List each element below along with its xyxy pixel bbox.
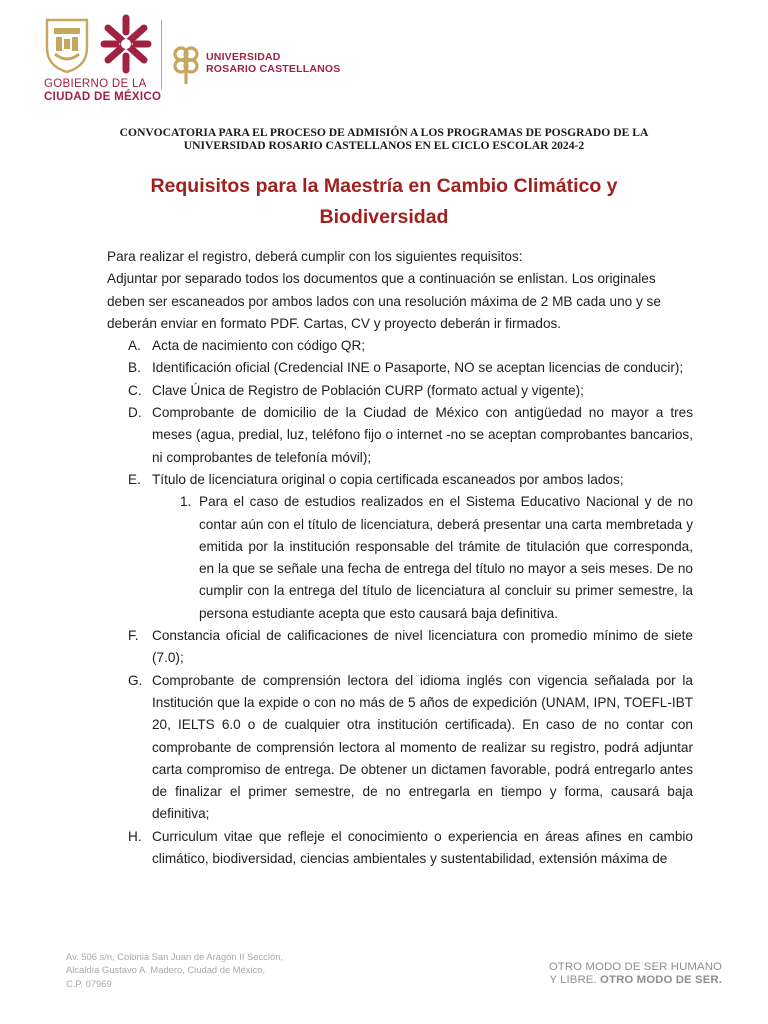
gobierno-cdmx-logo <box>38 12 162 108</box>
list-marker: C. <box>128 382 142 398</box>
urc-wordmark <box>206 51 340 75</box>
requirement-text: Título de licenciatura original o copia certificada escaneados por ambos lados; <box>152 471 624 487</box>
requirement-c <box>107 380 693 402</box>
requirement-d <box>107 402 693 469</box>
gobierno-line1: GOBIERNO DE LA <box>44 78 147 90</box>
sub-requirement-text: Para el caso de estudios realizados en el Sistema Educativo Nacional y de no contar aún con el título de licenciatura, deberá presentar una carta membretada y emitida por la institución responsable del trámite de titulación que corresponda, en la que se señale una fecha de entrega del título no mayor a seis meses. De no cumplir con la entrega del título de licenciatura al concluir su primer semestre, la persona estudiante acepta que esto causará baja definitiva. <box>199 494 693 621</box>
convocatoria-line2: UNIVERSIDAD ROSARIO CASTELLANOS EN EL CICLO ESCOLAR 2024-2 <box>183 139 585 152</box>
requirement-text: Comprobante de domicilio de la Ciudad de México con antigüedad no mayor a tres meses (agua, predial, luz, teléfono fijo o internet -no se aceptan comprobantes bancarios, ni comprobantes de telefonía móvil); <box>152 405 693 465</box>
address-line3: C.P. 07969 <box>66 977 112 989</box>
requirement-a <box>107 335 693 357</box>
requirements-list <box>107 335 693 870</box>
convocatoria-heading <box>100 126 668 152</box>
urc-logo <box>170 42 360 86</box>
slogan-line1: OTRO MODO DE SER HUMANO <box>548 961 722 973</box>
requirement-text: Curriculum vitae que refleje el conocimiento o experiencia en áreas afines en cambio climático, biodiversidad, ciencias ambientales y sustentabilidad, extensión máxima de <box>152 828 693 867</box>
slogan-regular: Y LIBRE. <box>549 974 601 987</box>
title-line1: Requisitos para la Maestría en Cambio Climático y <box>150 175 618 197</box>
list-marker: H. <box>128 828 142 844</box>
list-marker: B. <box>128 360 141 376</box>
footer-slogan <box>549 961 722 988</box>
intro-paragraph: Adjuntar por separado todos los documentos que a continuación se enlistan. Los originales deben ser escaneados por ambos lados con una resolución máxima de 2 MB cada uno y se deberán enviar en formato PDF. Cartas, CV y proyecto deberán ir firmados. <box>107 271 661 331</box>
sub-requirement-1 <box>152 491 693 625</box>
gobierno-line2: CIUDAD DE MÉXICO <box>44 91 162 103</box>
convocatoria-line1: CONVOCATORIA PARA EL PROCESO DE ADMISIÓN A LOS PROGRAMAS DE POSGRADO DE LA <box>119 126 649 139</box>
requirement-text: Identificación oficial (Credencial INE o Pasaporte, NO se aceptan licencias de conducir); <box>152 360 684 376</box>
address-line2: Alcaldía Gustavo A. Madero, Ciudad de México, <box>66 964 266 976</box>
logo-divider <box>161 20 162 90</box>
urc-knot-icon <box>170 42 202 86</box>
slogan-bold: OTRO MODO DE SER. <box>600 974 722 987</box>
slogan-line2 <box>549 974 722 987</box>
list-marker: D. <box>128 405 142 421</box>
requirement-text: Constancia oficial de calificaciones de nivel licenciatura con promedio mínimo de siete (7.0); <box>152 628 693 666</box>
requirement-e-sublist <box>152 491 693 625</box>
requirement-f <box>107 625 693 670</box>
list-marker: E. <box>128 471 141 487</box>
requirement-g <box>107 670 693 826</box>
cdmx-shield-icon <box>44 18 90 74</box>
requirement-b <box>107 357 693 379</box>
requirement-text: Clave Única de Registro de Población CURP (formato actual y vigente); <box>152 382 584 398</box>
requirement-text: Comprobante de comprensión lectora del idioma inglés con vigencia señalada por la Institución que la expide o con no más de 5 años de expedición (UNAM, IPN, TOEFL-IBT 20, IELTS 6.0 o de cualquier otra institución certificada). En caso de no contar con comprobante de comprensión lectora al momento de realizar su registro, podrá adjuntar carta compromiso de entrega. De obtener un dictamen favorable, podrá entregarlo antes de finalizar el primer semestre, de no entregarla en tiempo y forma, causará baja definitiva; <box>152 672 693 822</box>
list-marker: G. <box>128 672 143 688</box>
list-marker: A. <box>128 338 141 354</box>
requirement-e <box>107 469 693 625</box>
header-logos <box>38 12 358 108</box>
requirement-h <box>107 826 693 871</box>
urc-line2: ROSARIO CASTELLANOS <box>206 63 341 75</box>
title-line2: Biodiversidad <box>319 206 449 228</box>
urc-line1: UNIVERSIDAD <box>206 51 281 63</box>
requirement-text: Acta de nacimiento con código QR; <box>152 338 366 354</box>
sub-list-marker: 1. <box>180 494 192 510</box>
requirements-body <box>107 246 693 870</box>
footer-address <box>66 950 283 990</box>
cdmx-knot-icon <box>98 14 154 74</box>
gobierno-cdmx-wordmark <box>44 78 162 104</box>
list-marker: F. <box>128 628 139 644</box>
intro-line: Para realizar el registro, deberá cumplir con los siguientes requisitos: <box>107 249 523 264</box>
page-title <box>100 171 668 233</box>
address-line1: Av. 506 s/n, Colonia San Juan de Aragón II Sección, <box>66 951 283 962</box>
